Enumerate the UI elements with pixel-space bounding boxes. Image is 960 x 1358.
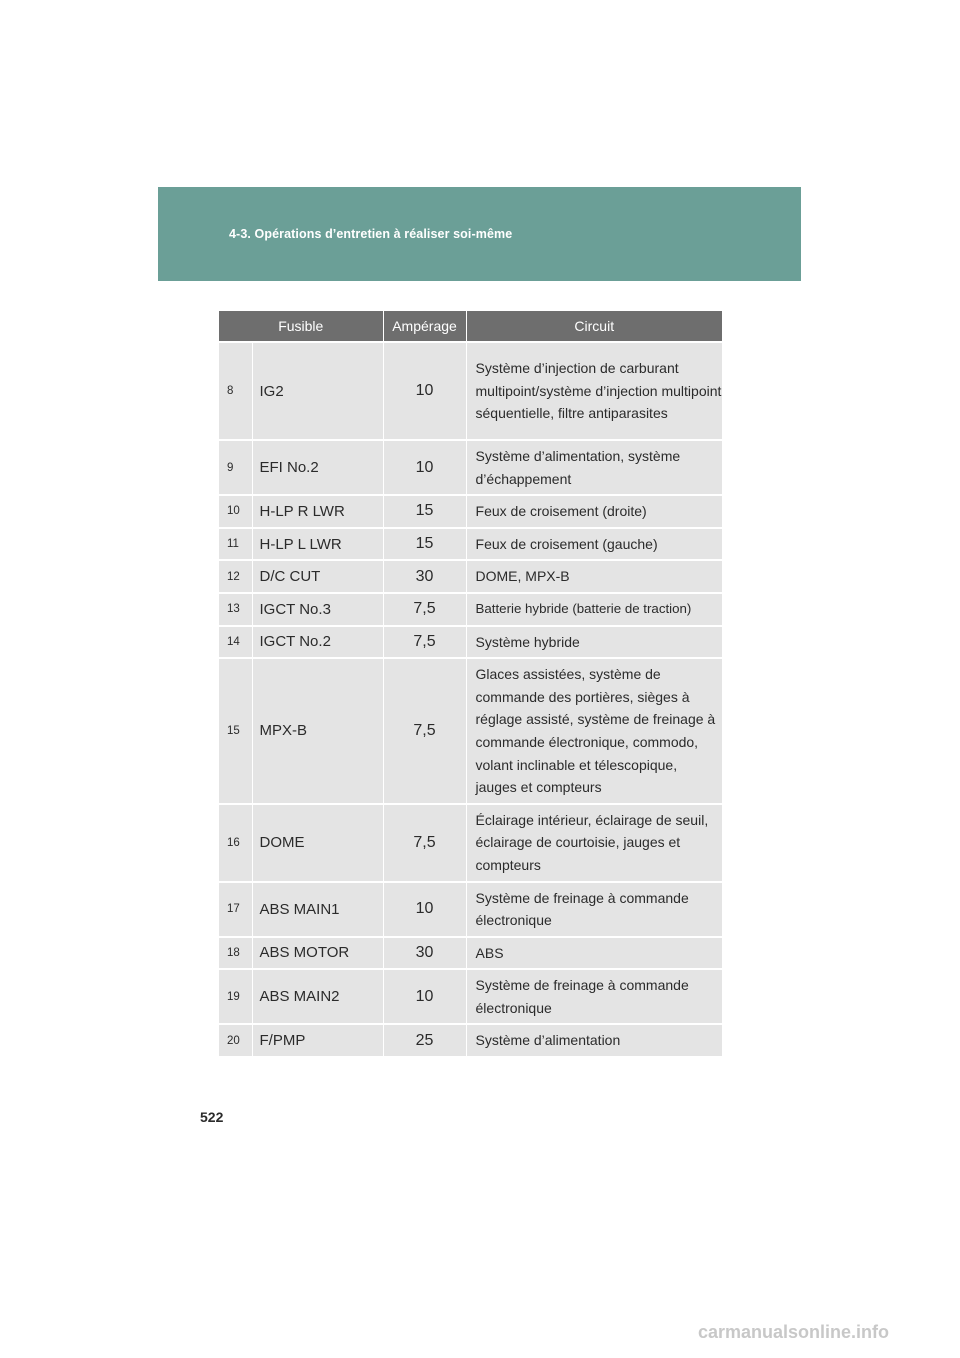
fuse-amperage: 30: [383, 560, 466, 593]
fuse-amperage: 10: [383, 969, 466, 1024]
table-row: [219, 658, 722, 804]
fuse-amperage: 7,5: [383, 658, 466, 804]
fuse-name: ABS MAIN2: [252, 969, 383, 1024]
table-row: [219, 882, 722, 937]
table-row: [219, 342, 722, 440]
fuse-amperage: 30: [383, 937, 466, 970]
page-number: 522: [200, 1109, 224, 1125]
fuse-name: H-LP L LWR: [252, 528, 383, 561]
fuse-amperage: 15: [383, 495, 466, 528]
table-row: [219, 1024, 722, 1056]
table-row: [219, 804, 722, 882]
fuse-number: 16: [219, 804, 252, 882]
fuse-circuit: Glaces assistées, système de commande des portières, sièges à réglage assisté, système de freinage à commande électronique, commodo, volant inclinable et télescopique, jauges et compteurs: [466, 658, 722, 804]
fuse-name: EFI No.2: [252, 440, 383, 495]
fuse-circuit: Système d’alimentation, système d’échappement: [466, 440, 722, 495]
fuse-amperage: 25: [383, 1024, 466, 1056]
fuse-number: 10: [219, 495, 252, 528]
fuse-amperage: 10: [383, 440, 466, 495]
fuse-name: DOME: [252, 804, 383, 882]
column-header-fuse: Fusible: [219, 311, 383, 342]
fuse-circuit: Feux de croisement (droite): [466, 495, 722, 528]
fuse-circuit: Éclairage intérieur, éclairage de seuil, éclairage de courtoisie, jauges et compteurs: [466, 804, 722, 882]
fuse-circuit: Feux de croisement (gauche): [466, 528, 722, 561]
table-row: [219, 969, 722, 1024]
fuse-number: 20: [219, 1024, 252, 1056]
fuse-name: IG2: [252, 342, 383, 440]
fuse-amperage: 7,5: [383, 626, 466, 659]
fuse-number: 19: [219, 969, 252, 1024]
fuse-amperage: 7,5: [383, 593, 466, 626]
fuse-name: IGCT No.3: [252, 593, 383, 626]
fuse-amperage: 10: [383, 882, 466, 937]
table-row: [219, 495, 722, 528]
column-header-amperage: Ampérage: [383, 311, 466, 342]
fuse-circuit: Système hybride: [466, 626, 722, 659]
fuse-circuit: Système d’alimentation: [466, 1024, 722, 1056]
fuse-name: ABS MAIN1: [252, 882, 383, 937]
table-row: [219, 593, 722, 626]
table-header-row: [219, 311, 722, 342]
fuse-circuit: Système d’injection de carburant multipoint/système d’injection multipoint séquentielle, filtre antiparasites: [466, 342, 722, 440]
fuse-circuit: ABS: [466, 937, 722, 970]
fuse-number: 18: [219, 937, 252, 970]
table-row: [219, 937, 722, 970]
fuse-name: H-LP R LWR: [252, 495, 383, 528]
fuse-number: 13: [219, 593, 252, 626]
table-row: [219, 440, 722, 495]
fuse-amperage: 7,5: [383, 804, 466, 882]
fuse-name: ABS MOTOR: [252, 937, 383, 970]
fuse-circuit: Système de freinage à commande électronique: [466, 882, 722, 937]
fuse-number: 17: [219, 882, 252, 937]
fuse-name: MPX-B: [252, 658, 383, 804]
table-row: [219, 528, 722, 561]
fuse-name: IGCT No.2: [252, 626, 383, 659]
table-row: [219, 626, 722, 659]
table-row: [219, 560, 722, 593]
section-title: 4-3. Opérations d’entretien à réaliser soi-même: [229, 227, 513, 241]
fuse-number: 14: [219, 626, 252, 659]
fuse-number: 12: [219, 560, 252, 593]
column-header-circuit: Circuit: [466, 311, 722, 342]
fuse-circuit: Système de freinage à commande électronique: [466, 969, 722, 1024]
fuse-amperage: 15: [383, 528, 466, 561]
fuse-circuit: Batterie hybride (batterie de traction): [466, 593, 722, 626]
fuse-number: 8: [219, 342, 252, 440]
fuse-number: 9: [219, 440, 252, 495]
section-header-band: [158, 187, 801, 281]
fuse-circuit: DOME, MPX-B: [466, 560, 722, 593]
watermark: carmanualsonline.info: [698, 1322, 890, 1342]
fuse-name: D/C CUT: [252, 560, 383, 593]
fuse-amperage: 10: [383, 342, 466, 440]
fuse-name: F/PMP: [252, 1024, 383, 1056]
fuse-number: 11: [219, 528, 252, 561]
fuse-number: 15: [219, 658, 252, 804]
fuse-table: [219, 311, 722, 1056]
